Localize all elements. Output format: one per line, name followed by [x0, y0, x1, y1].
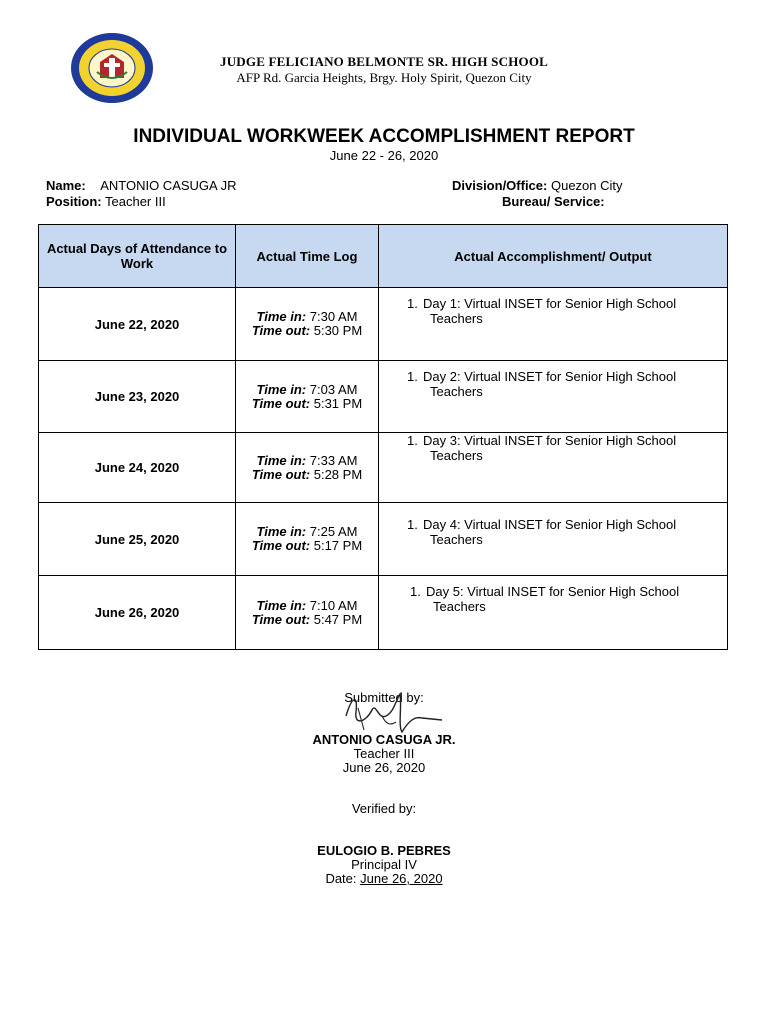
- verified-date-line: [0, 871, 768, 886]
- time-out-value: 5:28 PM: [313, 466, 363, 482]
- time-in-value: 7:30 AM: [309, 309, 358, 324]
- row-accomplishment: [379, 361, 728, 433]
- row-time-log: [236, 433, 379, 503]
- verified-name: EULOGIO B. PEBRES: [317, 843, 451, 858]
- report-title: INDIVIDUAL WORKWEEK ACCOMPLISHMENT REPORT: [133, 126, 635, 147]
- item-number: 1.: [407, 433, 418, 448]
- item-number: 1.: [407, 517, 418, 532]
- item-text-cont: Teachers: [430, 448, 483, 463]
- submitted-name: ANTONIO CASUGA JR.: [312, 732, 456, 747]
- time-in-label: Time in:: [256, 452, 307, 468]
- time-out-label: Time out:: [251, 466, 311, 482]
- row-time-log: [236, 576, 379, 650]
- bureau-field: [502, 194, 605, 209]
- submitted-position: Teacher III: [353, 746, 415, 761]
- row-time-log: [236, 288, 379, 361]
- time-out-label: Time out:: [251, 538, 311, 553]
- table-row: [39, 361, 728, 433]
- table-row: [39, 288, 728, 361]
- item-text: Day 4: Virtual INSET for Senior High School: [423, 517, 677, 532]
- table-row: [39, 433, 728, 503]
- time-out-value: 5:17 PM: [313, 538, 363, 553]
- school-address: AFP Rd. Garcia Heights, Brgy. Holy Spirit, Quezon City: [236, 70, 532, 85]
- row-date: June 24, 2020: [39, 433, 236, 503]
- time-out-value: 5:47 PM: [313, 611, 363, 627]
- division-value: Quezon City: [550, 178, 623, 193]
- verified-date-value: June 26, 2020: [360, 871, 443, 886]
- table-row: [39, 503, 728, 576]
- time-out-value: 5:31 PM: [313, 395, 363, 411]
- table-header-row: [39, 225, 728, 288]
- verified-date-label: Date:: [325, 871, 357, 886]
- row-time-log: [236, 503, 379, 576]
- item-text-cont: Teachers: [430, 384, 483, 399]
- time-out-label: Time out:: [251, 323, 311, 338]
- submitted-date: June 26, 2020: [342, 760, 426, 775]
- item-text-cont: Teachers: [430, 311, 483, 326]
- name-label: Name:: [46, 178, 86, 193]
- division-field: [452, 178, 623, 193]
- row-accomplishment: [379, 433, 728, 503]
- row-date: June 22, 2020: [39, 288, 236, 361]
- item-number: 1.: [407, 296, 418, 311]
- time-out-value: 5:30 PM: [313, 323, 363, 338]
- position-field: [46, 194, 166, 209]
- submitted-by-label: Submitted by:: [344, 690, 424, 705]
- item-text-cont: Teachers: [433, 599, 486, 614]
- item-text: Day 5: Virtual INSET for Senior High School: [426, 584, 680, 599]
- time-in-label: Time in:: [256, 597, 307, 613]
- position-label: Position:: [46, 194, 102, 209]
- time-in-label: Time in:: [256, 309, 307, 324]
- time-in-value: 7:03 AM: [309, 381, 358, 397]
- header-accomplishment: Actual Accomplishment/ Output: [379, 225, 728, 288]
- verified-by-label: Verified by:: [351, 801, 417, 816]
- accomplishment-table: [38, 224, 728, 650]
- item-text: Day 1: Virtual INSET for Senior High School: [423, 296, 677, 311]
- row-date: June 23, 2020: [39, 361, 236, 433]
- division-label: Division/Office:: [452, 178, 548, 193]
- time-in-label: Time in:: [256, 381, 307, 397]
- verified-position: Principal IV: [351, 857, 417, 872]
- time-out-label: Time out:: [251, 395, 311, 411]
- header-time-log: Actual Time Log: [236, 225, 379, 288]
- item-text: Day 2: Virtual INSET for Senior High School: [423, 369, 677, 384]
- item-number: 1.: [410, 584, 421, 599]
- time-in-label: Time in:: [256, 524, 307, 539]
- time-in-value: 7:33 AM: [309, 452, 358, 468]
- item-number: 1.: [407, 369, 418, 384]
- row-date: June 26, 2020: [39, 576, 236, 650]
- row-date: June 25, 2020: [39, 503, 236, 576]
- time-in-value: 7:25 AM: [309, 524, 358, 539]
- header-attendance: Actual Days of Attendance to Work: [39, 225, 236, 288]
- name-value: ANTONIO CASUGA JR: [100, 178, 237, 193]
- name-field: [46, 178, 237, 193]
- row-accomplishment: [379, 503, 728, 576]
- position-value: Teacher III: [105, 194, 166, 209]
- table-row: [39, 576, 728, 650]
- report-date-range: June 22 - 26, 2020: [329, 148, 439, 163]
- school-name: JUDGE FELICIANO BELMONTE SR. HIGH SCHOOL: [220, 54, 548, 69]
- item-text-cont: Teachers: [430, 532, 483, 547]
- row-accomplishment: [379, 288, 728, 361]
- row-accomplishment: [379, 576, 728, 650]
- item-text: Day 3: Virtual INSET for Senior High School: [423, 433, 677, 448]
- bureau-label: Bureau/ Service:: [502, 194, 605, 209]
- time-out-label: Time out:: [251, 611, 311, 627]
- time-in-value: 7:10 AM: [309, 597, 358, 613]
- row-time-log: [236, 361, 379, 433]
